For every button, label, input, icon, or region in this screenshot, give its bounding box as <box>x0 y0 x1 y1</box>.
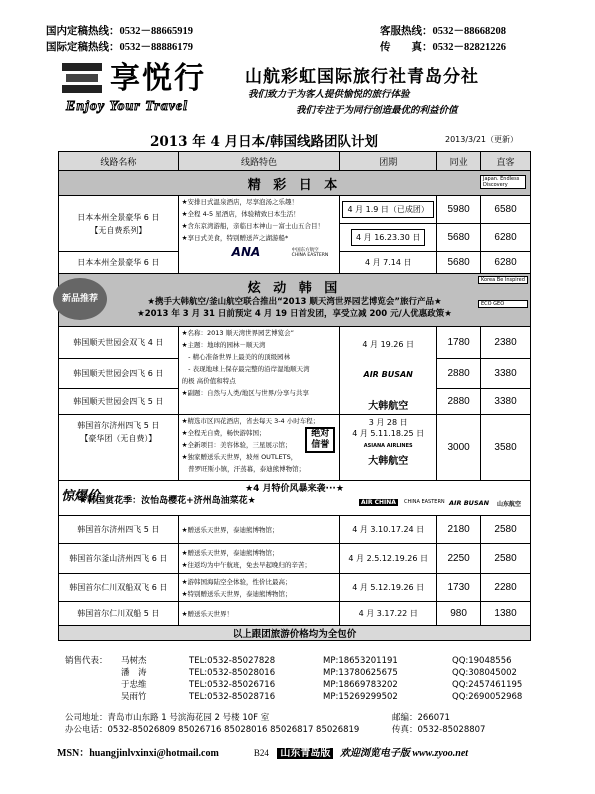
feature-item: ★特别赠送乐天世界，泰迪熊博物馆； <box>181 589 292 598</box>
peer-price: 2880 <box>437 389 481 415</box>
feature-item: ★独家赠送乐天世界，坡州 OUTLETS， <box>181 453 298 461</box>
feature-item: ★主题：地球的园林－顺天湾 <box>181 341 266 349</box>
feature-item: ★游韩国海陆空全体验，性价比最高； <box>181 577 292 586</box>
contact-name: 吴雨竹 <box>121 692 147 702</box>
tour-date: 3 月 28 日 <box>368 418 408 427</box>
contact-name: 于忠维 <box>121 680 147 690</box>
logo-en-text: Enjoy Your Travel <box>66 99 189 114</box>
contact-qq: QQ:2690052968 <box>452 692 523 702</box>
asiana-logo: ASIANA AIRLINES <box>363 443 413 449</box>
peer-price: 2880 <box>437 359 481 389</box>
feature-item: ★往返均为中午航班，免去早起晚归的辛苦； <box>181 560 311 569</box>
route-name: 韩国首尔釜山济州四飞 6 日 <box>59 544 179 574</box>
header-date: 团期 <box>340 152 437 171</box>
tour-date: 4 月 2.5.12.19.26 日 <box>340 544 437 574</box>
service-number: 0532－88668208 <box>432 26 506 37</box>
korea-title: 炫 动 韩 国 <box>247 281 342 296</box>
air-china-logo: AIR CHINA <box>361 499 396 506</box>
eco-geo-badge: ECO GEO <box>478 300 528 308</box>
shandong-airlines-logo: 山东航空 <box>497 501 522 508</box>
tour-date: 4 月 3.17.22 日 <box>340 602 437 626</box>
china-eastern-logo: 中国东方航空 CHINA EASTERN <box>291 248 329 258</box>
contact-qq: QQ:19048556 <box>452 656 512 666</box>
header-route: 线路名称 <box>59 152 179 171</box>
edition-label: 山东青岛版 <box>277 748 333 759</box>
japan-badge: Japan. Endless Discovery <box>480 175 526 189</box>
direct-price: 3380 <box>481 359 531 389</box>
postcode: 邮编：266071 <box>392 713 450 723</box>
contact-name: 马树杰 <box>121 656 147 666</box>
table-row <box>59 327 531 359</box>
tour-date: 4 月 5.12.19.26 日 <box>340 574 437 602</box>
direct-price: 3580 <box>481 415 531 481</box>
contacts-label: 销售代表： <box>65 656 108 666</box>
hotlines-left <box>46 24 193 56</box>
contact-name: 潘 涛 <box>121 668 147 678</box>
peer-price: 2180 <box>437 516 481 544</box>
korea-tourism-badge: Korea Be Inspired <box>478 276 528 284</box>
contact-qq: QQ:308045002 <box>452 668 517 678</box>
company-logo <box>58 55 238 120</box>
feature-item: 普罗旺斯小镇，汗蒸幕，泰迪熊博物馆； <box>181 465 306 473</box>
contact-row <box>65 655 526 667</box>
header-peer: 同业 <box>437 152 481 171</box>
feature-item: ★含东京湾游船，亲临日本神山－富士山五合目！ <box>181 222 324 230</box>
peer-price: 5680 <box>437 224 481 252</box>
direct-price: 3380 <box>481 389 531 415</box>
table-header <box>59 152 531 171</box>
office-fax: 传真：0532-85028807 <box>392 725 486 735</box>
feature-item: ★赠送乐天世界，泰迪熊博物馆； <box>181 548 279 557</box>
route-name: 韩国首尔仁川双船双飞 6 日 <box>59 574 179 602</box>
table-row <box>59 196 531 224</box>
route-name: 韩国首尔济州四飞 5 日 <box>59 516 179 544</box>
tour-date: 4 月 7.14 日 <box>364 258 412 267</box>
peer-price: 2250 <box>437 544 481 574</box>
special-subtitle: ★韩国赏花季：汝怡岛樱花+济州岛油菜花★ <box>79 496 256 506</box>
feature-item: ★赠送乐天世界！ <box>181 609 233 618</box>
feature-item: ★全新项目：美容体验，三星展示馆； <box>181 441 292 449</box>
intl-number: 0532－88886179 <box>119 42 193 53</box>
contact-tel: TEL:0532-85028016 <box>189 668 276 678</box>
korea-promo-1: ★携手大韩航空/釜山航空联合推出“2013 顺天湾世界园艺博览会”旅行产品★ <box>147 297 442 307</box>
contact-mp: MP:18669783202 <box>323 680 398 690</box>
route-sub: 【豪华团（无自费）】 <box>80 434 157 443</box>
contact-tel: TEL:0532-85028716 <box>189 692 276 702</box>
route-sub: 【无自费系列】 <box>90 225 147 235</box>
route-name: 韩国顺天世园会双飞 4 日 <box>59 327 179 359</box>
office-tel: 办公电话：0532-85026809 85026716 85028016 85026817 85026819 <box>65 725 360 735</box>
feature-item: ★享日式美食，特别赠送芦之湖游船* <box>181 234 289 242</box>
contact-row <box>65 679 526 691</box>
slogan-2: 我们专注于为同行创造最优的利益价值 <box>296 105 458 116</box>
peer-price: 980 <box>437 602 481 626</box>
table-row <box>59 602 531 626</box>
peer-price: 1730 <box>437 574 481 602</box>
hotlines-right <box>380 24 506 56</box>
feature-item: - 精心准备世界上最美的的顶级园林 <box>181 353 291 361</box>
feature-item: ★赠送乐天世界，泰迪熊博物馆； <box>181 525 279 534</box>
direct-price: 2580 <box>481 544 531 574</box>
peer-price: 5680 <box>437 252 481 274</box>
plan-title: 2013 年 4 月日本/韩国线路团队计划 <box>150 134 378 150</box>
slogan-1: 我们致力于为客人提供愉悦的旅行体验 <box>248 89 410 100</box>
table-row <box>59 516 531 544</box>
page-number: B24 <box>253 748 269 758</box>
direct-price: 6280 <box>481 224 531 252</box>
logo-emblem-icon <box>58 57 106 99</box>
tour-table <box>58 151 531 641</box>
table-row <box>59 574 531 602</box>
welcome-text: 欢迎浏览电子版 www.zyoo.net <box>339 748 469 759</box>
contact-tel: TEL:0532-85026716 <box>189 680 276 690</box>
contact-qq: QQ:2457461195 <box>452 680 523 690</box>
korean-air-logo: 大韩航空 <box>368 456 409 467</box>
footer-note-row <box>59 626 531 641</box>
tour-date: 4 月 3.10.17.24 日 <box>340 516 437 544</box>
feature-item: - 表现地球上保存最完整的沿岸湿地顺天湾 <box>181 365 310 373</box>
route-name: 韩国顺天世园会四飞 6 日 <box>59 359 179 389</box>
peer-price: 5980 <box>437 196 481 224</box>
feature-item: ★全程无自费，畅快游韩国； <box>181 429 266 437</box>
japan-section <box>59 171 531 196</box>
feature-item: ★副题：自然与人类/地区与世界/分享与共享 <box>181 389 309 397</box>
peer-price: 1780 <box>437 327 481 359</box>
bottom-line <box>57 744 468 759</box>
contact-row <box>65 691 526 703</box>
company-address: 公司地址：青岛市山东路 1 号滨海花园 2 号楼 10F 室 <box>65 713 270 723</box>
address-block-right <box>392 712 485 736</box>
tour-date: 4 月 5.11.18.25 日 <box>352 429 425 438</box>
domestic-label: 国内定稿热线： <box>46 26 120 37</box>
feature-item: ★安排日式温泉酒店，尽享泡汤之乐趣！ <box>181 198 298 206</box>
route-name: 韩国首尔济州四飞 5 日 <box>77 421 160 430</box>
direct-price: 2280 <box>481 574 531 602</box>
tour-date: 4 月 16.23.30 日 <box>351 229 425 246</box>
contact-tel: TEL:0532-85027828 <box>189 656 276 666</box>
tour-date: 4 月 19.26 日 <box>362 340 415 349</box>
intl-label: 国际定稿热线： <box>46 42 120 53</box>
feature-item: 的极 高价值和特点 <box>181 377 236 385</box>
korea-section <box>59 274 531 327</box>
feature-item: ★精选市区四花酒店，省去每天 3-4 小时车程； <box>181 417 320 425</box>
contact-row <box>65 667 526 679</box>
direct-price: 1380 <box>481 602 531 626</box>
tour-date: 4 月 1.9 日（已成团） <box>342 201 433 218</box>
peer-price: 3000 <box>437 415 481 481</box>
special-price-label: 惊爆价 <box>61 489 101 504</box>
direct-price: 6580 <box>481 196 531 224</box>
korea-promo-2: ★2013 年 3 月 31 日前预定 4 月 19 日首发团，享受立减 200 元/人优惠政策★ <box>137 309 452 319</box>
korean-air-logo: 大韩航空 <box>368 401 409 412</box>
service-label: 客服热线： <box>380 26 433 37</box>
header-direct: 直客 <box>481 152 531 171</box>
table-row <box>59 544 531 574</box>
japan-title: 精 彩 日 本 <box>247 177 342 193</box>
direct-price: 6280 <box>481 252 531 274</box>
plan-date: 2013/3/21（更新） <box>445 135 519 144</box>
special-title: ★4 月特价风暴来袭···★ <box>245 484 344 494</box>
route-name: 日本本州全景豪华 6 日 <box>77 212 160 222</box>
new-product-badge: 新品推荐 <box>53 278 107 320</box>
contacts-table <box>65 655 526 703</box>
logo-cn-text: 享悦行 <box>110 61 206 96</box>
feature-item: ★名称：2013 顺天湾世界园艺博览会” <box>181 329 294 337</box>
contact-mp: MP:18653201191 <box>323 656 398 666</box>
route-name: 日本本州全景豪华 6 日 <box>59 252 179 274</box>
fax-number: 0532－82821226 <box>432 42 506 53</box>
air-busan-logo: AIR BUSAN <box>449 499 490 507</box>
contact-mp: MP:13780625675 <box>323 668 398 678</box>
special-section <box>59 481 531 516</box>
china-eastern-logo: CHINA EASTERN <box>404 499 445 505</box>
contact-mp: MP:15269299502 <box>323 692 398 702</box>
table-row <box>59 415 531 481</box>
ana-logo: ANA <box>231 245 261 259</box>
direct-price: 2380 <box>481 327 531 359</box>
route-name: 韩国首尔仁川双船 5 日 <box>59 602 179 626</box>
direct-price: 2580 <box>481 516 531 544</box>
trust-badge: 绝对信誉 <box>305 427 335 453</box>
air-busan-logo: AIR BUSAN <box>363 370 413 379</box>
company-name: 山航彩虹国际旅行社青岛分社 <box>245 67 479 87</box>
route-name: 韩国顺天世园会四飞 5 日 <box>59 389 179 415</box>
fax-label: 传 真： <box>380 42 433 53</box>
msn-address: MSN：huangjinlvxinxi@hotmail.com <box>57 748 219 759</box>
price-note: 以上跟团旅游价格均为全包价 <box>59 626 531 641</box>
header-features: 线路特色 <box>178 152 340 171</box>
feature-item: ★全程 4-5 星酒店，体验精致日本生活！ <box>181 210 300 218</box>
address-block <box>65 712 359 736</box>
domestic-number: 0532－88665919 <box>119 26 193 37</box>
